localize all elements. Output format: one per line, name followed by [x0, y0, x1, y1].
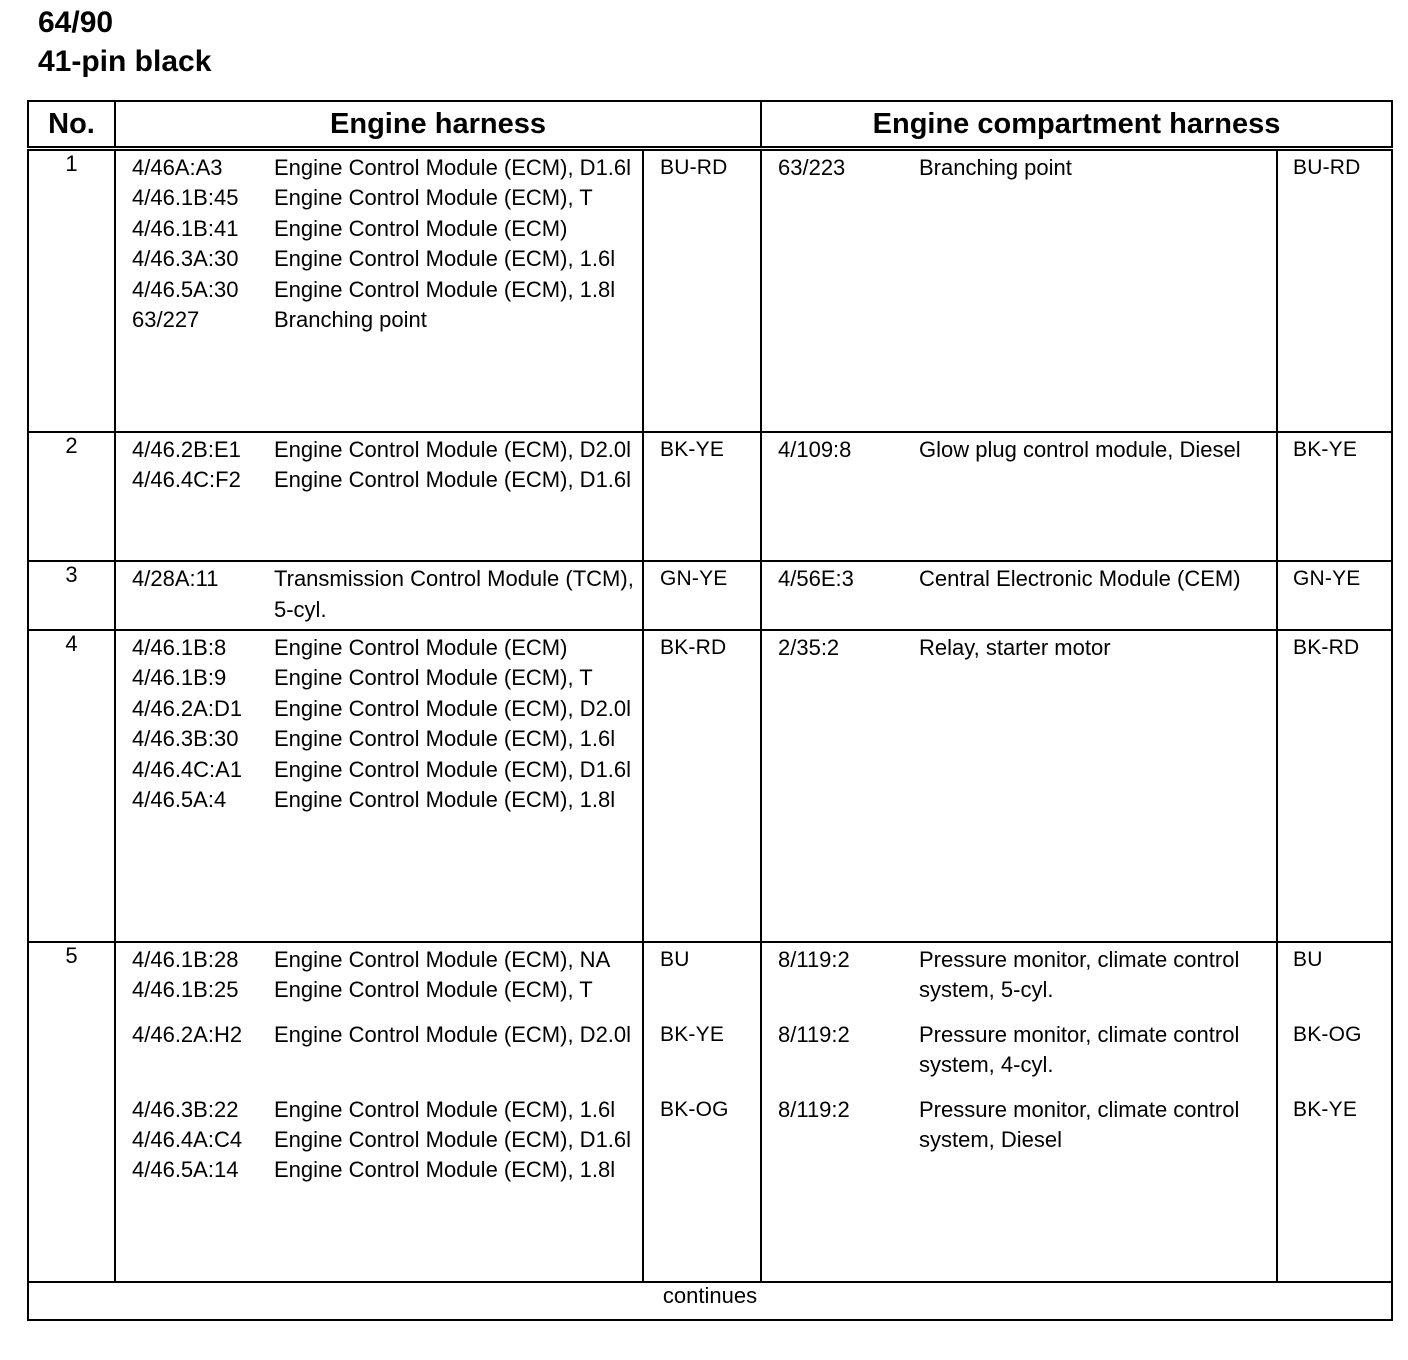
wire-colour [644, 1125, 776, 1155]
wire-colour [644, 663, 776, 693]
component-description: Engine Control Module (ECM), T [274, 977, 593, 1003]
compartment-group [762, 1018, 1391, 1085]
wire-colour [644, 275, 776, 305]
pin-reference: 4/46.2A:D1 [132, 695, 243, 721]
engine-compartment-harness-cell [761, 561, 1392, 630]
compartment-entry [762, 1095, 1391, 1156]
pin-reference: 4/46.4A:C4 [132, 1127, 243, 1153]
wire-colour: BU-RD [660, 156, 728, 179]
pin-reference: 4/46.2B:E1 [132, 436, 241, 462]
engine-entry [116, 1155, 760, 1185]
header-no: No. [28, 101, 115, 149]
pin-reference: 4/46.3B:22 [132, 1096, 239, 1122]
wire-colour [644, 785, 776, 815]
colour-divider [1276, 151, 1278, 431]
engine-entry [116, 633, 760, 663]
engine-entry [116, 183, 760, 213]
pin-reference: 4/28A:11 [132, 566, 219, 592]
component-description: Engine Control Module (ECM), D1.6l [274, 756, 632, 782]
pin-reference: 4/46.3B:30 [132, 726, 239, 752]
pin-reference: 4/46.5A:30 [132, 276, 239, 302]
pin-number: 3 [28, 561, 115, 630]
pin-reference: 4/46.2A:H2 [132, 1021, 243, 1047]
pin-reference: 8/119:2 [778, 1096, 850, 1122]
pin-reference: 4/109:8 [778, 436, 852, 462]
continues-note: continues [28, 1282, 1392, 1320]
wire-colour: BU [660, 948, 690, 971]
component-description: Engine Control Module (ECM), NA [274, 947, 611, 972]
header-engine-harness: Engine harness [115, 101, 761, 149]
compartment-group [762, 151, 1391, 431]
wire-colour [644, 694, 776, 724]
engine-harness-cell [115, 561, 761, 630]
engine-compartment-harness-cell [761, 149, 1392, 432]
component-description: Relay, starter motor [919, 635, 1111, 660]
compartment-entry [762, 564, 1391, 594]
component-description: Pressure monitor, climate control system, 5-cyl. [919, 947, 1240, 1003]
engine-entry [116, 945, 760, 975]
engine-entry [116, 1125, 760, 1155]
component-description: Engine Control Module (ECM), 1.6l [274, 726, 616, 752]
connector-title: 41-pin black [38, 45, 212, 78]
component-description: Pressure monitor, climate control system, Diesel [919, 1096, 1240, 1153]
wire-colour: GN-YE [660, 567, 728, 591]
component-description: Engine Control Module (ECM), D2.0l [274, 1021, 632, 1047]
wire-colour: BK-YE [660, 437, 725, 461]
engine-entry [116, 305, 760, 335]
engine-entry [116, 465, 760, 495]
wire-colour [644, 465, 776, 495]
wire-colour: BK-OG [1293, 1022, 1362, 1046]
engine-group [116, 562, 760, 629]
pin-reference: 8/119:2 [778, 1021, 850, 1047]
table-row [28, 561, 1392, 630]
pin-reference: 4/56E:3 [778, 566, 854, 592]
component-description: Engine Control Module (ECM), 1.6l [274, 1096, 616, 1122]
engine-harness-cell [115, 149, 761, 432]
engine-entry [116, 1020, 760, 1050]
pin-reference: 8/119:2 [778, 947, 850, 972]
footer-row [28, 1282, 1392, 1320]
table-row [28, 942, 1392, 1282]
engine-entry [116, 975, 760, 1005]
compartment-group [762, 943, 1391, 1010]
engine-harness-cell [115, 942, 761, 1282]
wire-colour: BK-OG [660, 1097, 729, 1121]
colour-divider [642, 631, 644, 941]
table-row [28, 630, 1392, 942]
pin-reference: 4/46.5A:14 [132, 1157, 239, 1183]
wire-colour [644, 1155, 776, 1185]
compartment-group [762, 631, 1391, 941]
pin-number: 1 [28, 149, 115, 432]
compartment-entry [762, 633, 1391, 663]
pin-reference: 2/35:2 [778, 635, 840, 660]
table-header-row [28, 101, 1392, 149]
colour-divider [642, 151, 644, 431]
component-description: Engine Control Module (ECM), 1.8l [274, 1157, 616, 1183]
wire-colour [644, 244, 776, 274]
compartment-group [762, 562, 1391, 629]
engine-entry [116, 1095, 760, 1125]
pin-reference: 4/46.1B:8 [132, 635, 227, 660]
compartment-group [762, 433, 1391, 561]
engine-compartment-harness-cell [761, 630, 1392, 942]
engine-entry [116, 663, 760, 693]
pin-number: 5 [28, 942, 115, 1282]
wire-colour: BK-RD [660, 636, 727, 659]
engine-entry [116, 275, 760, 305]
component-description: Glow plug control module, Diesel [919, 436, 1241, 462]
engine-entry [116, 785, 760, 815]
compartment-entry [762, 153, 1391, 183]
component-description: Central Electronic Module (CEM) [919, 566, 1241, 592]
pin-number: 4 [28, 630, 115, 942]
colour-divider [1276, 562, 1278, 629]
wire-colour: BK-YE [1293, 1097, 1358, 1121]
wire-colour [644, 975, 776, 1005]
pin-reference: 4/46.3A:30 [132, 246, 239, 272]
pin-reference: 4/46.1B:28 [132, 947, 239, 972]
engine-group [116, 1018, 760, 1085]
pin-reference: 4/46.1B:45 [132, 185, 239, 211]
pin-reference: 63/223 [778, 155, 846, 180]
compartment-entry [762, 945, 1391, 1006]
pin-reference: 4/46.1B:25 [132, 977, 239, 1003]
component-description: Engine Control Module (ECM), D2.0l [274, 695, 632, 721]
pin-reference: 4/46.1B:41 [132, 215, 239, 241]
colour-divider [642, 943, 644, 1281]
pin-reference: 63/227 [132, 307, 200, 333]
engine-group [116, 151, 760, 431]
pin-reference: 4/46.4C:F2 [132, 467, 241, 492]
table-row [28, 149, 1392, 432]
engine-entry [116, 755, 760, 785]
wire-colour [644, 724, 776, 754]
pin-reference: 4/46.4C:A1 [132, 756, 243, 782]
compartment-group [762, 1093, 1391, 1281]
page-number: 64/90 [38, 6, 114, 39]
engine-group [116, 1093, 760, 1281]
engine-entry [116, 214, 760, 244]
colour-divider [642, 562, 644, 629]
pin-reference: 4/46A:A3 [132, 155, 223, 180]
component-description: Engine Control Module (ECM) [274, 635, 568, 660]
pin-reference: 4/46.5A:4 [132, 787, 227, 813]
wire-colour: BU-RD [1293, 156, 1361, 179]
component-description: Transmission Control Module (TCM), 5-cyl. [274, 566, 634, 622]
component-description: Branching point [274, 307, 427, 333]
pin-number: 2 [28, 432, 115, 562]
engine-entry [116, 564, 760, 625]
component-description: Engine Control Module (ECM), 1.8l [274, 787, 616, 813]
engine-harness-cell [115, 432, 761, 562]
wire-colour: BK-YE [1293, 437, 1358, 461]
engine-group [116, 631, 760, 941]
engine-entry [116, 153, 760, 183]
engine-group [116, 433, 760, 561]
engine-harness-cell [115, 630, 761, 942]
engine-entry [116, 724, 760, 754]
engine-entry [116, 435, 760, 465]
colour-divider [1276, 631, 1278, 941]
pin-reference: 4/46.1B:9 [132, 665, 227, 691]
component-description: Pressure monitor, climate control system, 4-cyl. [919, 1021, 1240, 1078]
wire-colour [644, 214, 776, 244]
header-engine-compartment-harness: Engine compartment harness [761, 101, 1392, 149]
connector-table [27, 100, 1393, 1321]
component-description: Engine Control Module (ECM) [274, 215, 568, 241]
colour-divider [642, 433, 644, 561]
wire-colour [644, 305, 776, 335]
component-description: Engine Control Module (ECM), T [274, 185, 593, 211]
compartment-entry [762, 1020, 1391, 1081]
colour-divider [1276, 943, 1278, 1281]
engine-compartment-harness-cell [761, 432, 1392, 562]
wire-colour: BU [1293, 948, 1323, 971]
table-row [28, 432, 1392, 562]
component-description: Engine Control Module (ECM), D2.0l [274, 436, 632, 462]
wire-colour: BK-RD [1293, 636, 1360, 659]
engine-group [116, 943, 760, 1010]
engine-entry [116, 244, 760, 274]
wire-colour [644, 183, 776, 213]
engine-compartment-harness-cell [761, 942, 1392, 1282]
component-description: Engine Control Module (ECM), D1.6l [274, 155, 632, 180]
engine-entry [116, 694, 760, 724]
colour-divider [1276, 433, 1278, 561]
compartment-entry [762, 435, 1391, 465]
component-description: Engine Control Module (ECM), 1.6l [274, 246, 616, 272]
component-description: Branching point [919, 155, 1072, 180]
component-description: Engine Control Module (ECM), 1.8l [274, 276, 616, 302]
wire-colour: BK-YE [660, 1022, 725, 1046]
wire-colour [644, 755, 776, 785]
component-description: Engine Control Module (ECM), D1.6l [274, 1127, 632, 1153]
component-description: Engine Control Module (ECM), T [274, 665, 593, 691]
wire-colour: GN-YE [1293, 567, 1361, 591]
component-description: Engine Control Module (ECM), D1.6l [274, 467, 632, 492]
